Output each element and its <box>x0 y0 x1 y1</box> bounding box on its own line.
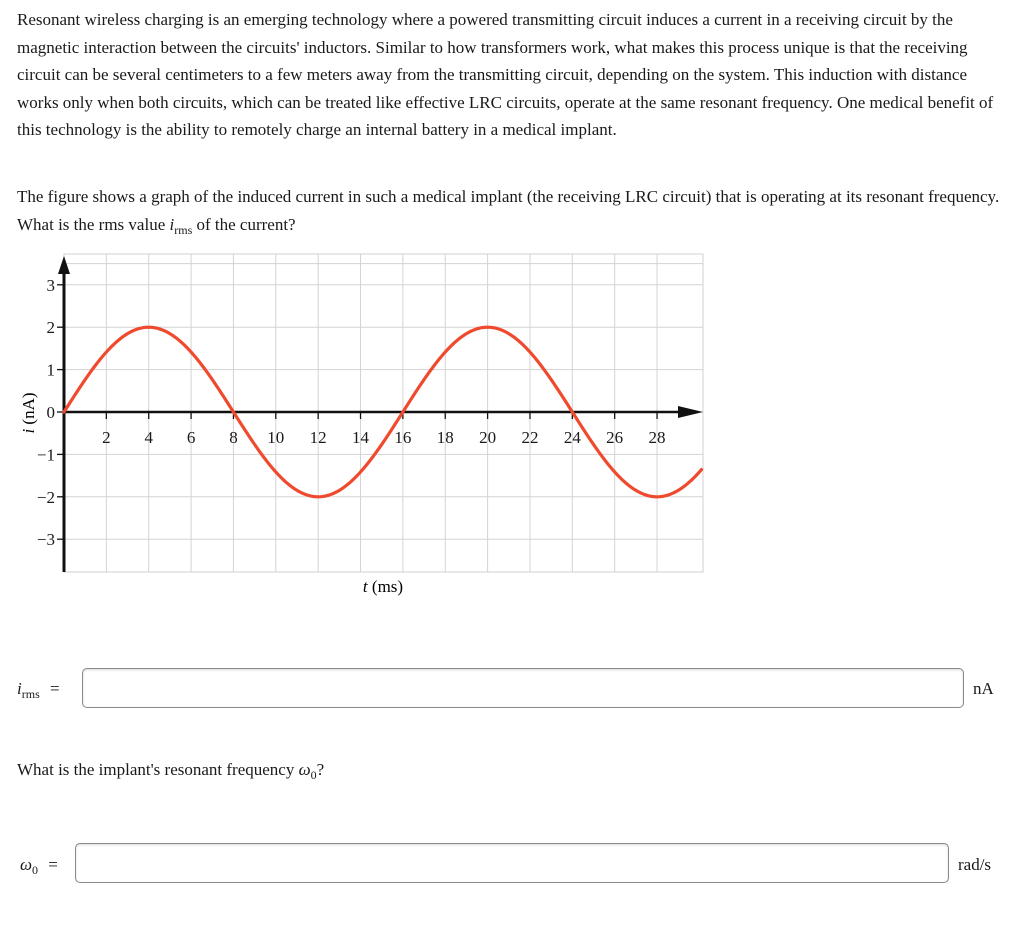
x-tick-label-26: 26 <box>606 428 624 447</box>
y-tick-label-neg1: −1 <box>36 445 55 465</box>
omega0-equals: = <box>48 855 58 874</box>
x-tick-label-22: 22 <box>521 428 539 447</box>
y-tick-label-neg2: −2 <box>36 487 55 507</box>
x-tick-label-14: 14 <box>352 428 370 447</box>
x-tick-label-16: 16 <box>394 428 412 447</box>
figure-question-text: The figure shows a graph of the induced current in such a medical implant (the receiving LRC circuit) that is operating at its resonant frequency. What is the rms value <box>17 187 1000 234</box>
y-tick-label-1: 1 <box>46 360 55 380</box>
y-axis-arrow <box>58 256 70 274</box>
part2-question <box>17 756 1012 784</box>
y-axis-label: i (nA) <box>19 392 38 434</box>
x-tick-label-6: 6 <box>186 428 196 447</box>
omega0-symbol: $\omega_0$ <box>298 760 317 782</box>
x-tick-label-8: 8 <box>229 428 238 447</box>
omega0-label-symbol: $\omega_0$ <box>20 855 39 877</box>
chart-ticks <box>37 276 666 549</box>
irms-input[interactable] <box>82 668 964 708</box>
x-tick-label-28: 28 <box>648 428 666 447</box>
omega0-input[interactable] <box>75 843 949 883</box>
x-tick-label-24: 24 <box>563 428 581 447</box>
irms-symbol: $i_{rms}$ <box>169 214 193 237</box>
irms-unit: nA <box>973 679 994 698</box>
current-series-line <box>64 327 702 497</box>
y-tick-label-3: 3 <box>46 275 55 295</box>
irms-label-symbol: $i_{rms}$ <box>17 679 40 701</box>
omega0-unit: rad/s <box>958 855 992 874</box>
plot-frame <box>64 254 703 572</box>
irms-equals: = <box>49 679 60 698</box>
chart-grid <box>64 254 703 572</box>
x-tick-label-12: 12 <box>309 428 327 447</box>
x-tick-label-2: 2 <box>102 428 111 447</box>
figure-question-tail: of the current? <box>192 214 296 234</box>
x-tick-label-18: 18 <box>436 428 454 447</box>
part2-question-text: What is the implant's resonant frequency <box>17 760 299 779</box>
x-axis-arrow <box>678 406 703 418</box>
y-tick-label-0: 0 <box>46 403 55 422</box>
x-axis-label: t (ms) <box>362 577 404 596</box>
x-tick-label-10: 10 <box>267 428 285 447</box>
irms-label <box>17 679 60 699</box>
part2-question-tail: ? <box>316 760 325 779</box>
intro-paragraph: Resonant wireless charging is an emerging technology where a powered transmitting circuit induces a current in a receiving circuit by the magnetic interaction between the circuits' inductors. Similar to how transformers work, what makes this process unique is that the receiving circuit can be several centimeters to a few meters away from the transmitting circuit, depending on the system. This induction with distance works only when both circuits, which can be treated like effective LRC circuits, operate at the same resonant frequency. One medical benefit of this technology is the ability to remotely charge an internal battery in a medical implant. <box>17 10 994 140</box>
x-tick-label-20: 20 <box>479 428 497 447</box>
chart-axes <box>58 256 703 572</box>
y-tick-label-neg3: −3 <box>36 530 55 550</box>
y-tick-label-2: 2 <box>46 318 55 338</box>
x-tick-label-4: 4 <box>144 428 153 447</box>
figure-question <box>17 183 1012 238</box>
omega0-label <box>20 855 58 875</box>
